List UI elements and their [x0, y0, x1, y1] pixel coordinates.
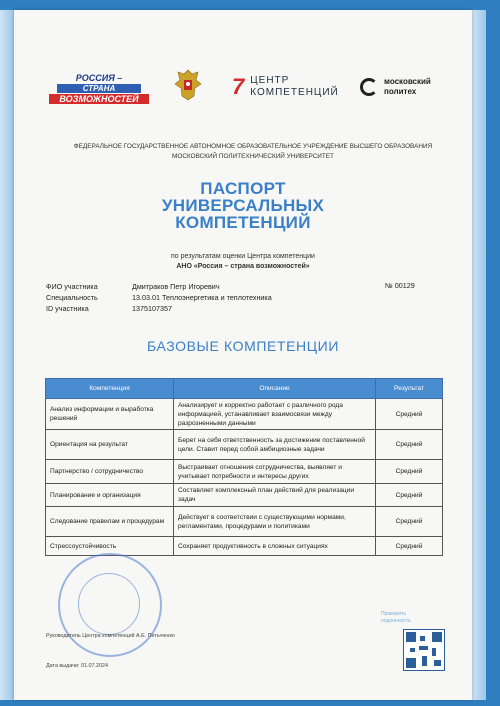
- logo-cc-line2: КОМПЕТЕНЦИЙ: [250, 87, 339, 98]
- evaluation-line2: АНО «Россия – страна возможностей»: [176, 263, 310, 270]
- competency-description: Берет на себя ответственность за достижение поставленной цели. Ставит перед собой амбициозные задачи: [174, 430, 376, 460]
- organization-line1: ФЕДЕРАЛЬНОЕ ГОСУДАРСТВЕННОЕ АВТОНОМНОЕ ОБРАЗОВАТЕЛЬНОЕ УЧРЕЖДЕНИЕ ВЫСШЕГО ОБРАЗОВАНИЯ: [73, 143, 433, 150]
- table-row: [46, 430, 443, 460]
- certificate-content: [14, 10, 472, 700]
- competency-name: Стрессоустойчивость: [46, 537, 174, 556]
- competency-name: Планирование и организация: [46, 484, 174, 507]
- logo-rsv-line2: СТРАНА: [57, 84, 141, 93]
- seal-stamp: [58, 553, 162, 657]
- competency-description: Составляет комплексный план действий для реализации задач: [174, 484, 376, 507]
- title-line3: КОМПЕТЕНЦИЙ: [175, 213, 311, 232]
- table-row: [46, 399, 443, 430]
- evaluation-note: [14, 252, 472, 272]
- competency-result: Средний: [376, 537, 443, 556]
- id-label: ID участника: [46, 304, 89, 313]
- info-row-id: [46, 303, 272, 314]
- header-competency: Компетенция: [46, 379, 174, 399]
- competency-result: Средний: [376, 399, 443, 430]
- specialty-value: 13.03.01 Теплоэнергетика и теплотехника: [132, 293, 272, 302]
- qr-caption-line1: Проверить: [381, 611, 407, 617]
- coat-of-arms-icon: [174, 68, 202, 102]
- section-subtitle: БАЗОВЫЕ КОМПЕТЕНЦИИ: [146, 338, 340, 354]
- specialty-label: Специальность: [46, 293, 98, 302]
- title-line2: УНИВЕРСАЛЬНЫХ: [161, 196, 325, 215]
- table-row: [46, 460, 443, 484]
- competency-description: Сохраняет продуктивность в сложных ситуациях: [174, 537, 376, 556]
- evaluation-line1: по результатам оценки Центра компетенции: [171, 253, 315, 260]
- logo-rsv-line3: ВОЗМОЖНОСТЕЙ: [49, 94, 149, 104]
- header-result: Результат: [376, 379, 443, 399]
- competency-name: Партнерство / сотрудничество: [46, 460, 174, 484]
- seal-inner-ring: [78, 573, 140, 635]
- competency-result: Средний: [376, 460, 443, 484]
- info-row-specialty: [46, 292, 272, 303]
- logo-russia-land-of-opportunity: [49, 73, 149, 104]
- name-value: Дмитраков Петр Игоревич: [132, 282, 220, 291]
- id-value: 1375107357: [132, 304, 172, 313]
- competency-result: Средний: [376, 430, 443, 460]
- competency-name: Ориентация на результат: [46, 430, 174, 460]
- competency-name: Анализ информации и выработка решений: [46, 399, 174, 430]
- participant-info: [46, 281, 272, 314]
- competency-description: Выстраивает отношения сотрудничества, выявляет и учитывает потребности и интересы других: [174, 460, 376, 484]
- polytech-circle-icon: [360, 78, 378, 96]
- certificate-number: № 00129: [385, 281, 415, 290]
- info-row-name: [46, 281, 272, 292]
- logo-cc-mark: 7: [232, 74, 245, 99]
- logo-moscow-polytech: [360, 77, 431, 97]
- competency-result: Средний: [376, 507, 443, 537]
- qr-caption-line2: подлинность: [381, 618, 411, 624]
- logo-mp-line1: московский: [384, 77, 431, 86]
- table-row: [46, 507, 443, 537]
- competency-description: Анализирует и корректно работает с различного рода информацией, устанавливает взаимосвязи между разрозненными данными: [174, 399, 376, 430]
- competency-description: Действует в соответствии с существующими нормами, регламентами, процедурами и политиками: [174, 507, 376, 537]
- logo-mp-line2: политех: [384, 87, 417, 96]
- name-label: ФИО участника: [46, 282, 98, 291]
- logo-competence-center: [232, 75, 339, 99]
- left-edge: [0, 10, 14, 700]
- logo-rsv-line1: РОССИЯ –: [75, 73, 123, 83]
- issue-date: Дата выдачи: 01.07.2024: [46, 663, 108, 669]
- title-line1: ПАСПОРТ: [200, 179, 286, 198]
- table-header-row: [46, 379, 443, 399]
- header-description: Описание: [174, 379, 376, 399]
- table-row: [46, 484, 443, 507]
- qr-code-icon[interactable]: [403, 629, 445, 671]
- page-title: [14, 180, 472, 231]
- logo-bar: [14, 65, 472, 115]
- signature-line: Руководитель Центра компетенций А.Е. Петыченко: [46, 633, 175, 639]
- competency-result: Средний: [376, 484, 443, 507]
- logo-cc-line1: ЦЕНТР: [250, 75, 290, 86]
- right-edge: [472, 10, 486, 700]
- organization-line2: МОСКОВСКИЙ ПОЛИТЕХНИЧЕСКИЙ УНИВЕРСИТЕТ: [172, 153, 334, 160]
- organization-name: [34, 142, 472, 162]
- qr-caption: [381, 611, 411, 625]
- competency-name: Следование правилам и процедурам: [46, 507, 174, 537]
- competency-table: [45, 378, 443, 556]
